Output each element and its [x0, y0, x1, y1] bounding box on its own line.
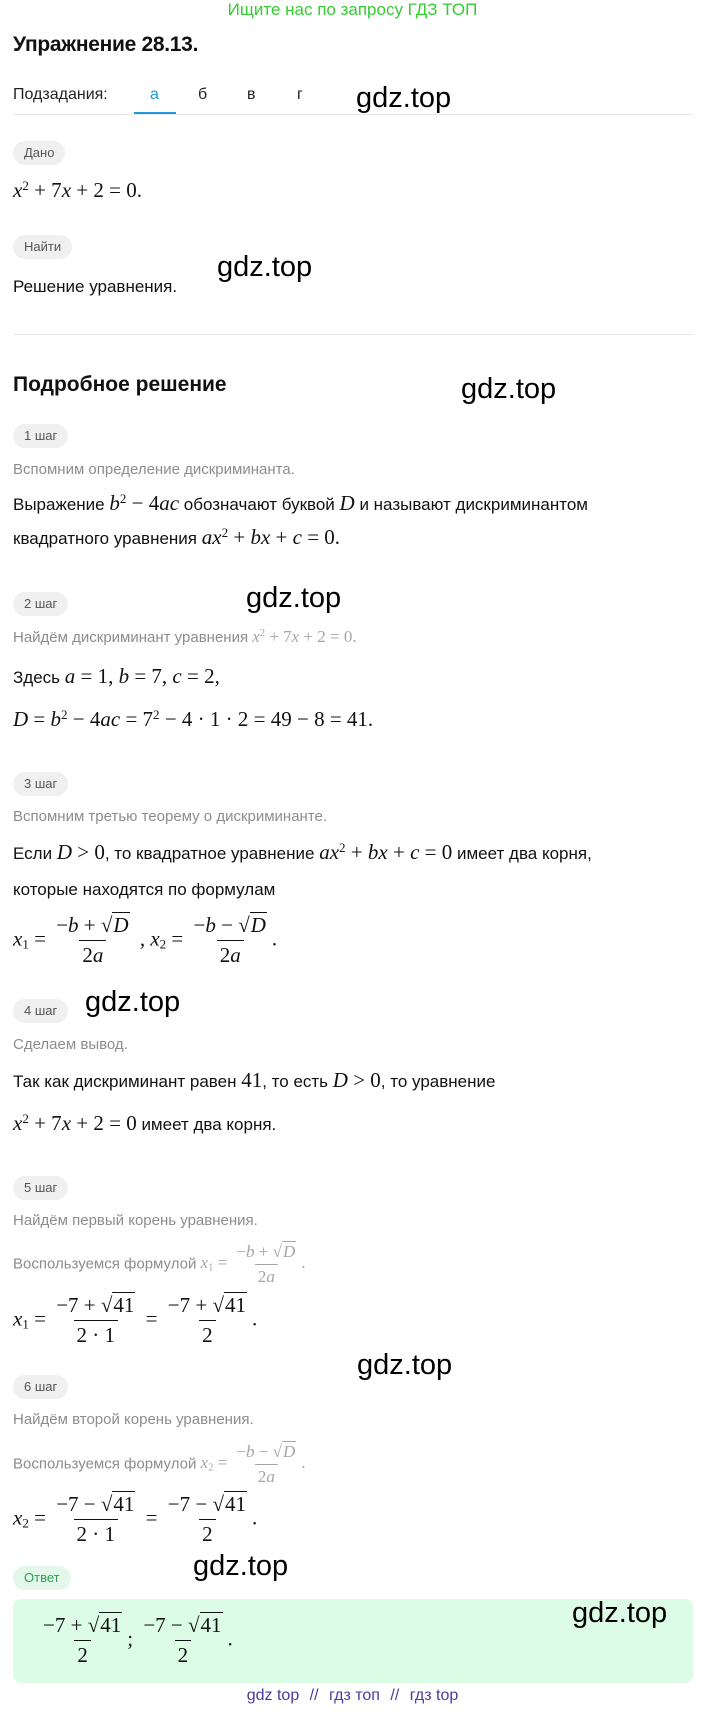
subtasks-label: Подзадания:: [13, 86, 108, 103]
discriminant-expression: $b^2 - 4ac$: [109, 490, 180, 515]
watermark: gdz.top: [356, 82, 452, 114]
footer-link[interactable]: gdz top: [246, 1687, 300, 1704]
formula-hint-text: Воспользуемся формулой: [13, 1255, 197, 1273]
watermark: gdz.top: [572, 1597, 668, 1629]
step-hint: [13, 627, 357, 647]
step-hint: Вспомним определение дискриминанта.: [13, 461, 295, 478]
watermark: gdz.top: [85, 986, 181, 1018]
watermark: gdz.top: [193, 1550, 289, 1582]
x1-calculation: $x_1$ = $\frac{-7 + √41}{2 \cdot 1}$ = $\frac{-7 + √41}{2}$ .: [13, 1293, 258, 1347]
step-badge: 1 шаг: [13, 424, 68, 448]
watermark: gdz.top: [217, 251, 313, 283]
discriminant-value: 41: [241, 1068, 263, 1092]
x2-calculation: $x_2$ = $\frac{-7 - √41}{2 \cdot 1}$ = $\frac{-7 - √41}{2}$ .: [13, 1492, 258, 1546]
condition-d-positive: D > 0: [56, 840, 105, 864]
page-title: Упражнение 28.13.: [13, 33, 199, 56]
step-text: [13, 840, 592, 865]
watermark: gdz.top: [461, 373, 557, 405]
step-text-part: Выражение: [13, 495, 105, 514]
step-text-part: и называют дискриминантом: [359, 495, 588, 514]
section-divider: [13, 334, 693, 335]
footer-link[interactable]: гдз топ: [329, 1687, 380, 1704]
step-text-part: Если: [13, 844, 53, 863]
tab-g[interactable]: г: [297, 86, 303, 103]
step-text-part: имеет два корня,: [456, 844, 592, 863]
equation: $x^2 + 7x + 2 = 0$: [13, 1110, 137, 1135]
step-text-part: , то уравнение: [380, 1072, 496, 1091]
step-badge: 4 шаг: [13, 999, 68, 1023]
given-equation: $x^2 + 7x + 2 = 0$.: [13, 177, 142, 202]
formula-x2: $x_2$ = $\frac{-b - √D}{2a}$ .: [200, 1442, 306, 1486]
ad-banner[interactable]: Ищите нас по запросу ГДЗ ТОП: [227, 0, 478, 19]
step-text-part: имеет два корня.: [141, 1115, 277, 1134]
formula-hint: [13, 1442, 306, 1487]
step-text-part: обозначают буквой: [183, 495, 335, 514]
step-badge: 5 шаг: [13, 1176, 68, 1200]
quadratic-general-form: $ax^2$ + bx + c = 0: [319, 839, 453, 864]
footer-separator: //: [309, 1687, 319, 1704]
step-hint-text: Найдём дискриминант уравнения: [13, 629, 249, 646]
step-text-part: , то есть: [262, 1072, 329, 1091]
step-text: [13, 525, 340, 550]
given-badge: Дано: [13, 141, 65, 165]
step-badge: 3 шаг: [13, 772, 68, 796]
step-text: [13, 1068, 495, 1093]
tabs-divider: [13, 114, 693, 115]
variable-d: D: [339, 491, 355, 515]
formula-hint-text: Воспользуемся формулой: [13, 1455, 197, 1473]
discriminant-calculation: $D = b^2 - 4ac = 7^2 - 4 \cdot 1 \cdot 2 = 49 - 8 = 41$.: [13, 706, 374, 731]
step-text-part: квадратного уравнения: [13, 529, 198, 548]
watermark: gdz.top: [246, 582, 342, 614]
step-hint: Найдём второй корень уравнения.: [13, 1411, 254, 1428]
quadratic-general-form: $ax^2$ + bx + c = 0.: [201, 524, 341, 549]
step-badge: 6 шаг: [13, 1375, 68, 1399]
tab-a[interactable]: а: [150, 86, 159, 103]
answer-badge: Ответ: [13, 1566, 71, 1590]
roots-formula: $x_1$ = $\frac{-b + √D}{2a}$ , $x_2$ = $\frac{-b - √D}{2a}$ .: [13, 913, 278, 967]
footer-link[interactable]: гдз top: [409, 1687, 459, 1704]
answer-value: $\frac{-7 + √41}{2}$ ; $\frac{-7 - √41}{2}$ .: [43, 1613, 233, 1667]
step-text: [13, 1111, 276, 1136]
footer-separator: //: [390, 1687, 400, 1704]
step-text: [13, 491, 588, 516]
watermark: gdz.top: [357, 1349, 453, 1381]
step-hint: Вспомним третью теорему о дискриминанте.: [13, 808, 328, 825]
footer-links: [0, 1687, 705, 1705]
tab-v[interactable]: в: [247, 86, 256, 103]
hint-equation: $x^2 + 7x + 2 = 0$.: [252, 627, 357, 646]
coefficients: a = 1, b = 7, c = 2,: [64, 664, 220, 688]
step-text: [13, 664, 220, 689]
step-text-part: Здесь: [13, 668, 60, 687]
solution-heading: Подробное решение: [13, 373, 227, 396]
step-badge: 2 шаг: [13, 592, 68, 616]
formula-hint: [13, 1242, 306, 1287]
step-text-part: , то квадратное уравнение: [104, 844, 315, 863]
step-hint: Найдём первый корень уравнения.: [13, 1212, 258, 1229]
step-text-part: Так как дискриминант равен: [13, 1072, 237, 1091]
find-badge: Найти: [13, 235, 72, 259]
tab-b[interactable]: б: [198, 86, 208, 103]
find-text: Решение уравнения.: [13, 277, 178, 296]
condition-d-positive: D > 0: [332, 1068, 381, 1092]
step-hint: Сделаем вывод.: [13, 1036, 128, 1053]
formula-x1: $x_1$ = $\frac{-b + √D}{2a}$ .: [200, 1242, 306, 1286]
step-text: которые находятся по формулам: [13, 880, 276, 899]
